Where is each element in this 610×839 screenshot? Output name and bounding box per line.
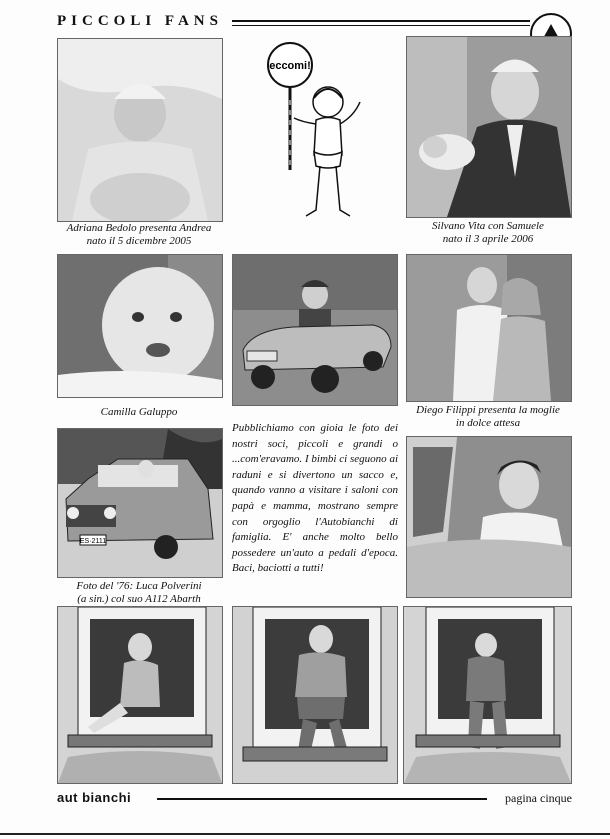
cartoon-sign-text: eccomi! <box>269 60 311 72</box>
photo-silvano-samuele <box>406 36 572 218</box>
photo-boy-convertible <box>406 436 572 598</box>
caption-camilla: Camilla Galuppo <box>100 406 178 418</box>
photo-baby-andrea <box>57 38 223 222</box>
cartoon-baby-eccomi <box>250 40 380 235</box>
caption-luca: Foto del '76: Luca Polverini (a sin.) col suo A112 Abarth <box>76 580 202 605</box>
photo-boy-car-trunk <box>232 606 398 784</box>
license-plate: ES·2111 <box>79 538 107 545</box>
photo-pedal-car <box>232 254 398 406</box>
photo-girl-car-trunk <box>57 606 223 784</box>
photo-luca-a112 <box>57 428 223 578</box>
photo-toddler-car-trunk <box>403 606 572 784</box>
caption-samuele: Silvano Vita con Samuele nato il 3 aprile 2006 <box>432 220 544 245</box>
page-bottom-border <box>0 833 610 835</box>
footer-rule <box>157 798 487 800</box>
photo-camilla <box>57 254 223 398</box>
header-rule <box>232 20 530 26</box>
footer-brand: aut bianchi <box>57 790 132 805</box>
page-title: PICCOLI FANS <box>57 13 223 29</box>
photo-diego-filippi <box>406 254 572 402</box>
caption-andrea: Adriana Bedolo presenta Andrea nato il 5 dicembre 2005 <box>66 222 212 247</box>
article-text: Pubblichiamo con gioia le foto dei nostri soci, piccoli e grandi o ...com'eravamo. I bimbi ci seguono ai raduni e si divertono un sacco e, quando vanno a visitare i saloni con papà e mamma, mostrano sempre con orgoglio l'Autobianchi di famiglia. E' anche molto bello possedere un'auto a pedali d'epoca. Baci, baciotti a tutti! <box>232 422 398 575</box>
page-number: pagina cinque <box>505 791 572 805</box>
caption-diego: Diego Filippi presenta la moglie in dolce attesa <box>416 404 560 429</box>
